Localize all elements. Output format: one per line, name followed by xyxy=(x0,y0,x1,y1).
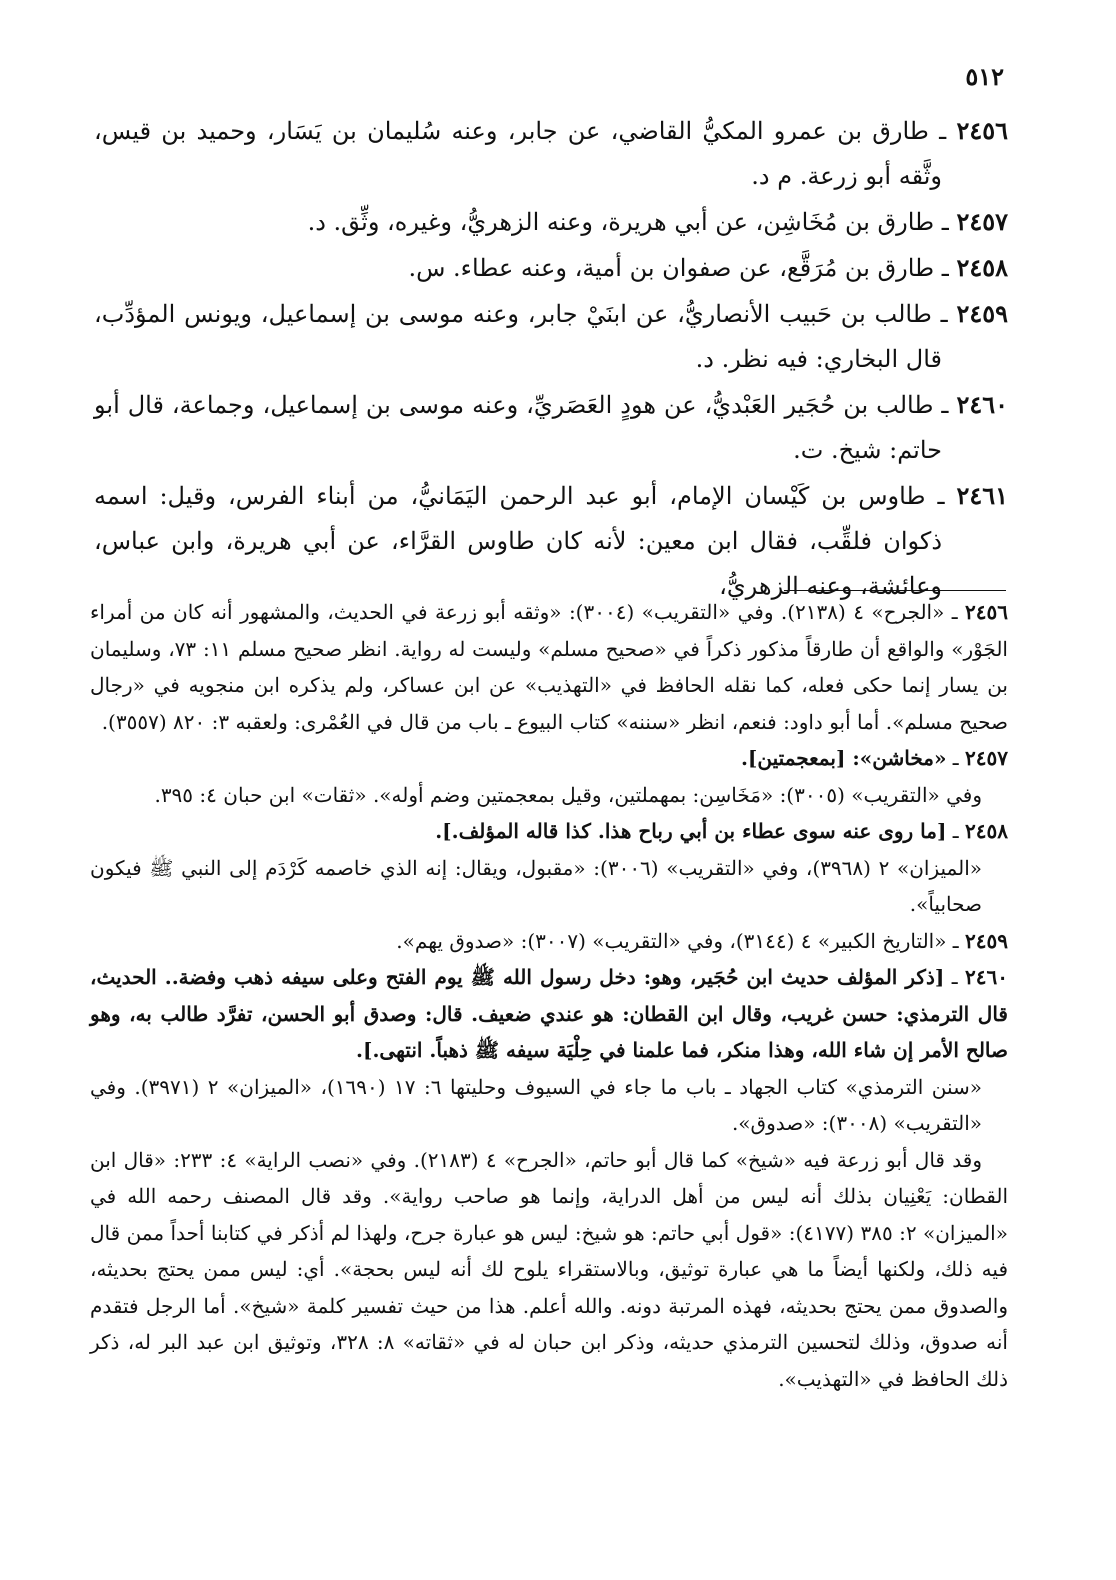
entry-text: طارق بن مُخَاشِن، عن أبي هريرة، وعنه الزهريُّ، وغيره، وثِّق. د. xyxy=(307,208,935,236)
footnote-2458-continuation: «الميزان» ٢ (٣٩٦٨)، وفي «التقريب» (٣٠٠٦): «مقبول، ويقال: إنه الذي خاصمه كَرْدَم إلى النبي ﷺ فيكون صحابياً». xyxy=(90,855,982,916)
entry-text: طالب بن حَبيب الأنصاريُّ، عن ابنَيْ جابر، وعنه موسى بن إسماعيل، ويونس المؤدِّب، قال البخاري: فيه نظر. د. xyxy=(94,300,942,373)
footnote-2457: ٢٤٥٧ ـ «مخاشن»: [بمعجمتين]. xyxy=(740,746,1008,770)
entry-number: ٢٤٥٨ xyxy=(956,253,1008,282)
footnote-number: ٢٤٦٠ xyxy=(965,965,1008,989)
footnote-number: ٢٤٥٩ xyxy=(965,928,1008,953)
footnote-2456: ٢٤٥٦ ـ «الجرح» ٤ (٢١٣٨). وفي «التقريب» (٣٠٠٤): «وثقه أبو زرعة في الحديث، والمشهور أنه كان من أمراء الجَوْر» والواقع أن طارقاً مذكور ذكراً في «صحيح مسلم» وليست له رواية. انظر صحيح مسلم ١١: ٧٣، وسليمان بن يسار إنما حكى فعله، كما نقله الحافظ في «التهذيب» عن ابن عساكر، ولم يذكره ابن منجويه في «رجال صحيح مسلم». أما أبو داود: فنعم، انظر «سننه» كتاب البيوع ـ باب من قال في العُمْرى: ولعقبه ٣: ٨٢٠ (٣٥٥٧). xyxy=(90,600,1008,734)
footnote-number: ٢٤٥٧ xyxy=(965,746,1008,770)
footnote-divider xyxy=(784,590,1006,591)
main-text xyxy=(94,108,1008,609)
footnote-2460: ٢٤٦٠ ـ [ذكر المؤلف حديث ابن حُجَير، وهو: دخل رسول الله ﷺ يوم الفتح وعلى سيفه ذهب وفضة.. الحديث، قال الترمذي: حسن غريب، وقال ابن القطان: هو عندي ضعيف. قال: وصدق أبو الحسن، تفرَّد طالب به، وهو صالح الأمر إن شاء الله، وهذا منكر، فما علمنا في حِلْيَة سيفه ﷺ ذهباً. انتهى.]. xyxy=(90,965,1008,1062)
footnote-text: «الجرح» ٤ (٢١٣٨). وفي «التقريب» (٣٠٠٤): «وثقه أبو زرعة في الحديث، والمشهور أنه كان من أمراء الجَوْر» والواقع أن طارقاً مذكور ذكراً في «صحيح مسلم» وليست له رواية. انظر صحيح مسلم ١١: ٧٣، وسليمان بن يسار إنما حكى فعله، كما نقله الحافظ في «التهذيب» عن ابن عساكر، ولم يذكره ابن منجويه في «رجال صحيح مسلم». أما أبو داود: فنعم، انظر «سننه» كتاب البيوع ـ باب من قال في العُمْرى: ولعقبه ٣: ٨٢٠ (٣٥٥٧). xyxy=(90,600,1008,734)
entry-2460: ٢٤٦٠ ـ طالب بن حُجَير العَبْديُّ، عن هودٍ العَصَريِّ، وعنه موسى بن إسماعيل، وجماعة، قال أبو حاتم: شيخ. ت. xyxy=(94,390,1008,464)
entry-2458: ٢٤٥٨ ـ طارق بن مُرَقَّع، عن صفوان بن أمية، وعنه عطاء. س. xyxy=(408,253,1008,282)
footnote-2458: ٢٤٥٨ ـ [ما روى عنه سوى عطاء بن أبي رباح هذا. كذا قاله المؤلف.]. xyxy=(435,819,1008,843)
footnote-2460-continuation: «سنن الترمذي» كتاب الجهاد ـ باب ما جاء في السيوف وحليتها ٦: ١٧ (١٦٩٠)، «الميزان» ٢ (٣٩٧١). وفي «التقريب» (٣٠٠٨): «صدوق». xyxy=(90,1074,982,1135)
entry-number: ٢٤٦٠ xyxy=(956,390,1008,419)
footnote-text: «التاريخ الكبير» ٤ (٣١٤٤)، وفي «التقريب» (٣٠٠٧): «صدوق يهم». xyxy=(396,928,947,953)
entry-number: ٢٤٦١ xyxy=(956,481,1008,510)
entry-2457: ٢٤٥٧ ـ طارق بن مُخَاشِن، عن أبي هريرة، وعنه الزهريُّ، وغيره، وثِّق. د. xyxy=(307,207,1008,236)
footnote-text: «مخاشن»: [بمعجمتين]. xyxy=(740,746,947,770)
footnotes xyxy=(90,594,1008,1397)
footnote-text: [ما روى عنه سوى عطاء بن أبي رباح هذا. كذا قاله المؤلف.]. xyxy=(435,819,947,843)
entry-text: طارق بن عمرو المكيُّ القاضي، عن جابر، وعنه سُليمان بن يَسَار، وحميد بن قيس، وثَّقه أبو زرعة. م د. xyxy=(94,117,942,190)
page-number: ٥١٢ xyxy=(965,62,1004,91)
footnote-number: ٢٤٥٨ xyxy=(965,819,1008,843)
footnote-text: [ذكر المؤلف حديث ابن حُجَير، وهو: دخل رسول الله ﷺ يوم الفتح وعلى سيفه ذهب وفضة.. الحديث، قال الترمذي: حسن غريب، وقال ابن القطان: هو عندي ضعيف. قال: وصدق أبو الحسن، تفرَّد طالب به، وهو صالح الأمر إن شاء الله، وهذا منكر، فما علمنا في حِلْيَة سيفه ﷺ ذهباً. انتهى.]. xyxy=(90,965,1008,1062)
entry-2459: ٢٤٥٩ ـ طالب بن حَبيب الأنصاريُّ، عن ابنَيْ جابر، وعنه موسى بن إسماعيل، ويونس المؤدِّب، قال البخاري: فيه نظر. د. xyxy=(94,299,1009,373)
footnote-2459: ٢٤٥٩ ـ «التاريخ الكبير» ٤ (٣١٤٤)، وفي «التقريب» (٣٠٠٧): «صدوق يهم». xyxy=(396,928,1008,953)
entry-number: ٢٤٥٦ xyxy=(956,116,1008,145)
footnote-2457-continuation: وفي «التقريب» (٣٠٠٥): «مَخَاسِن: بمهملتين، وقيل بمعجمتين وضم أوله». «ثقات» ابن حبان ٤: ٣٩٥. xyxy=(154,782,982,807)
entry-text: طاوس بن كَيْسان الإمام، أبو عبد الرحمن اليَمَانيُّ، من أبناء الفرس، وقيل: اسمه ذكوان فلقِّب، فقال ابن معين: لأنه كان طاوس القرَّاء، عن أبي هريرة، وابن عباس، وعائشة، وعنه الزهريُّ، xyxy=(94,482,943,600)
entry-2461: ٢٤٦١ ـ طاوس بن كَيْسان الإمام، أبو عبد الرحمن اليَمَانيُّ، من أبناء الفرس، وقيل: اسمه ذكوان فلقِّب، فقال ابن معين: لأنه كان طاوس القرَّاء، عن أبي هريرة، وابن عباس، وعائشة، وعنه الزهريُّ، xyxy=(94,481,1008,600)
entry-text: طارق بن مُرَقَّع، عن صفوان بن أمية، وعنه عطاء. س. xyxy=(408,254,935,282)
entry-2456: ٢٤٥٦ ـ طارق بن عمرو المكيُّ القاضي، عن جابر، وعنه سُليمان بن يَسَار، وحميد بن قيس، وثَّقه أبو زرعة. م د. xyxy=(94,116,1008,190)
entry-number: ٢٤٥٩ xyxy=(956,299,1009,328)
entry-number: ٢٤٥٧ xyxy=(956,207,1008,236)
entry-text: طالب بن حُجَير العَبْديُّ، عن هودٍ العَصَريِّ، وعنه موسى بن إسماعيل، وجماعة، قال أبو حاتم: شيخ. ت. xyxy=(94,391,942,464)
footnote-2460-paragraph: وقد قال أبو زرعة فيه «شيخ» كما قال أبو حاتم، «الجرح» ٤ (٢١٨٣). وفي «نصب الراية» ٤: ٢٣٣: «قال ابن القطان: يَعْنِيان بذلك أنه ليس من أهل الدراية، وإنما هو صاحب رواية». وقد قال المصنف رحمه الله في «الميزان» ٢: ٣٨٥ (٤١٧٧): «قول أبي حاتم: هو شيخ: ليس هو عبارة جرح، ولهذا لم أذكر في كتابنا أحداً ممن قال فيه ذلك، ولكنها أيضاً ما هي عبارة توثيق، وبالاستقراء يلوح لك أنه ليس بحجة». أي: ليس ممن يحتج بحديثه، والصدوق ممن يحتج بحديثه، فهذه المرتبة دونه. والله أعلم. هذا من حيث تفسير كلمة «شيخ». أما الرجل فتقدم أنه صدوق، وذلك لتحسين الترمذي حديثه، وذكر ابن حبان له في «ثقاته» ٨: ٣٢٨، وتوثيق ابن عبد البر له، ذكر ذلك الحافظ في «التهذيب». xyxy=(90,1147,1008,1391)
footnote-number: ٢٤٥٦ xyxy=(965,600,1008,624)
